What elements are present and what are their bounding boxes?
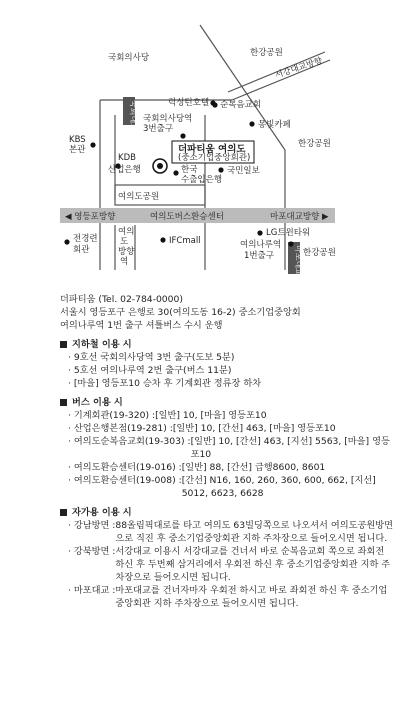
bullet-square-icon xyxy=(60,341,67,348)
label-exit3-a: 국회의사당역 xyxy=(143,114,193,124)
label-kdb-a: KDB xyxy=(118,153,136,163)
label-naru-b: 1번출구 xyxy=(244,251,275,261)
label-kookmin: 국민일보 xyxy=(227,166,260,176)
bus-title: 버스 이용 시 xyxy=(72,397,123,408)
bus-routes: [일반] 10, [마을] 영등포10 xyxy=(155,410,267,421)
dot-kookmin xyxy=(218,167,223,172)
car-instructions: 마포대교를 건너자마자 우회전 하시고 바로 좌회전 하신 후 중소기업중앙회관 지하 주차장으로 들어오시면 됩니다. xyxy=(115,585,388,609)
car-row xyxy=(60,519,396,545)
subway-line: · [마을] 영등포10 승차 후 기계회관 정류장 하차 xyxy=(68,378,262,389)
label-ifc: IFCmall xyxy=(169,236,201,246)
subway-title: 지하철 이용 시 xyxy=(72,339,132,350)
label-pole-left: 국회대로 xyxy=(129,100,138,131)
label-kbs-b: 본관 xyxy=(69,145,86,155)
label-jeongyeong-a: 전경련 xyxy=(73,234,98,244)
car-direction: · 마포대교 : xyxy=(68,585,116,596)
car-row xyxy=(60,545,396,584)
dot-export xyxy=(173,170,178,175)
label-seogang: 서강대교방향 xyxy=(273,56,324,81)
label-exit3-b: 3번출구 xyxy=(143,124,174,134)
label-station-d: 역 xyxy=(120,257,129,267)
dot-cafe xyxy=(249,121,254,126)
car-instructions: 88올림픽대로를 타고 여의도 63빌딩쪽으로 나오셔서 여의도공원방면으로 직진 후 중소기업중앙회관 지하 주차장으로 들어오시면 됩니다. xyxy=(115,520,393,544)
label-national-assembly: 국회의사당 xyxy=(108,53,150,63)
bus-row xyxy=(60,422,396,435)
label-road-left: ◀ 영등포방향 xyxy=(65,212,116,222)
label-kdb-b: 산업은행 xyxy=(108,165,141,175)
label-sunbok: 순복음교회 xyxy=(220,100,262,110)
label-lg: LG트윈타워 xyxy=(266,228,311,238)
label-road-right: 마포대교방향 ▶ xyxy=(270,212,329,222)
dot-jeongyeong xyxy=(64,239,69,244)
bus-row xyxy=(60,474,396,500)
road-diagonal xyxy=(200,25,285,150)
shuttle-line: 여의나루역 1번 출구 셔틀버스 수시 운행 xyxy=(60,320,223,331)
car-section xyxy=(60,506,396,610)
subway-line: · 9호선 국회의사당역 3번 출구(도보 5분) xyxy=(68,352,235,363)
location-map xyxy=(0,0,400,290)
label-export-b: 수출입은행 xyxy=(181,175,223,185)
dot-naru xyxy=(288,241,293,246)
subway-section xyxy=(60,338,396,390)
dot-sunbok xyxy=(212,102,217,107)
dot-lg xyxy=(257,230,262,235)
bus-routes: [일반] 10, [간선] 463, [지선] 5563, [마을] 영등포10 xyxy=(190,436,390,460)
label-road-center: 여의도버스환승센터 xyxy=(150,212,224,222)
label-station-c: 방향 xyxy=(118,247,135,257)
bus-section xyxy=(60,396,396,500)
label-hangang-top: 한강공원 xyxy=(250,48,283,58)
label-station-a: 여의 xyxy=(118,227,135,237)
dot-exit3 xyxy=(180,133,185,138)
label-station-b: 도 xyxy=(120,237,129,247)
bus-routes: [간선] N16, 160, 260, 360, 600, 662, [지선] 5012, 6623, 6628 xyxy=(181,475,376,499)
label-main-b: (중소기업중앙회관) xyxy=(178,153,251,163)
bus-stop: · 산업은행본점(19-281) : xyxy=(68,423,173,434)
bus-row xyxy=(60,461,396,474)
label-yeouido-park: 여의도공원 xyxy=(118,192,160,202)
bus-stop: · 여의도환승센터(19-008) : xyxy=(68,475,182,486)
label-export-a: 한국 xyxy=(181,165,198,175)
car-direction: · 강북방면 : xyxy=(68,546,116,557)
label-kbs-a: KBS xyxy=(69,135,86,145)
car-direction: · 강남방면 : xyxy=(68,520,116,531)
bus-stop: · 여의도환승센터(19-016) : xyxy=(68,462,182,473)
car-instructions: 서강대교 이용시 서강대교를 건너서 바로 순복음교회 쪽으로 좌회전 하신 후 두번째 삼거리에서 우회전 하신 후 중소기업중앙회관 지하 주차장으로 들어오시면 됩니다. xyxy=(115,546,391,583)
label-cafe: 몽빛카페 xyxy=(258,120,291,130)
venue-title: 더파티움 (Tel. 02-784-0000) xyxy=(60,294,183,305)
bullet-square-icon xyxy=(60,509,67,516)
bus-routes: [일반] 10, [간선] 463, [마을] 영등포10 xyxy=(172,423,336,434)
bus-routes: [일반] 88, [간선] 급행8600, 8601 xyxy=(181,462,326,473)
dot-ifc xyxy=(160,237,165,242)
subway-line: · 5호선 여의나루역 2번 출구(버스 11분) xyxy=(68,365,232,376)
car-title: 자가용 이용 시 xyxy=(72,507,132,518)
directions-panel xyxy=(60,293,396,610)
label-main-a: 더파티움 여의도 xyxy=(178,144,246,155)
label-pole-right: 마포대교 xyxy=(294,245,303,276)
car-row xyxy=(60,584,396,610)
bullet-square-icon xyxy=(60,399,67,406)
label-jeongyeong-b: 회관 xyxy=(73,245,90,255)
bus-stop: · 여의도순복음교회(19-303) : xyxy=(68,436,191,447)
label-hangang-right: 한강공원 xyxy=(298,139,331,149)
dot-kbs xyxy=(90,142,95,147)
bus-stop: · 기계회관(19-320) : xyxy=(68,410,156,421)
label-hangang-bottom: 한강공원 xyxy=(303,248,336,258)
address-line: 서울시 영등포구 은행로 30(여의도동 16-2) 중소기업중앙회 xyxy=(60,307,301,318)
bus-row xyxy=(60,435,396,461)
bus-row xyxy=(60,409,396,422)
label-naru-a: 여의나루역 xyxy=(240,240,282,250)
label-lucky: 럭싱턴호텔 xyxy=(168,98,210,108)
